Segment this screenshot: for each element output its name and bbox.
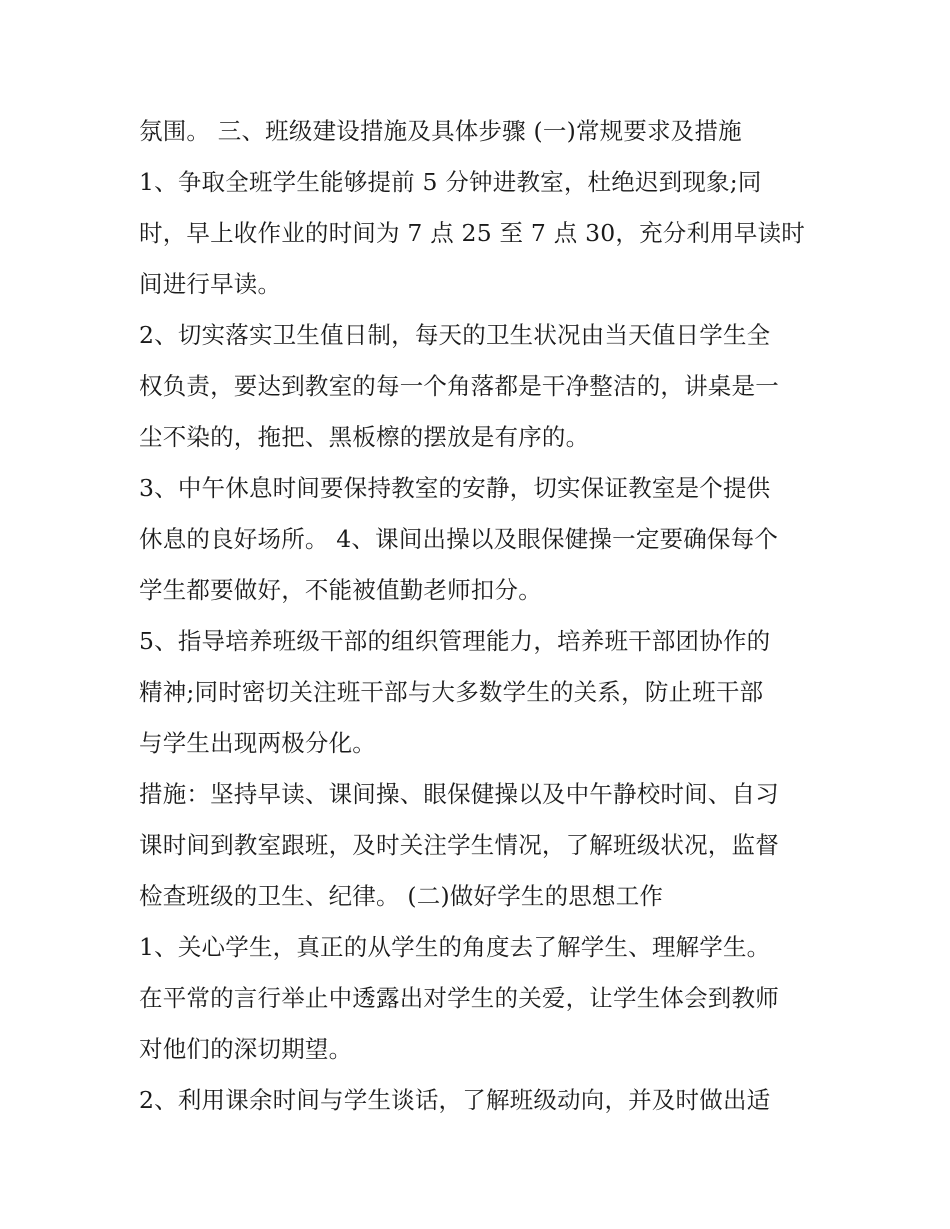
text-line: 2、切实落实卫生值日制，每天的卫生状况由当天值日学生全 — [139, 321, 771, 349]
text-line: 与学生出现两极分化。 — [139, 729, 376, 757]
text-line: 对他们的深切期望。 — [139, 1035, 353, 1063]
text-line: 1、争取全班学生能够提前 5 分钟进教室，杜绝迟到现象;同 — [139, 168, 762, 196]
text-line: 在平常的言行举止中透露出对学生的关爱，让学生体会到教师 — [139, 984, 779, 1012]
text-line: 5、指导培养班级干部的组织管理能力，培养班干部团协作的 — [139, 627, 771, 655]
text-line: 时，早上收作业的时间为 7 点 25 至 7 点 30，充分利用早读时 — [139, 219, 805, 247]
text-line: 1、关心学生，真正的从学生的角度去了解学生、理解学生。 — [139, 933, 771, 961]
text-line: 休息的良好场所。 4、课间出操以及眼保健操一定要确保每个 — [139, 525, 779, 553]
text-line: 3、中午休息时间要保持教室的安静，切实保证教室是个提供 — [139, 474, 771, 502]
text-line: 检查班级的卫生、纪律。 (二)做好学生的思想工作 — [139, 882, 664, 910]
document-body — [139, 106, 819, 1126]
text-line: 氛围。 三、班级建设措施及具体步骤 (一)常规要求及措施 — [139, 117, 742, 145]
text-line: 学生都要做好，不能被值勤老师扣分。 — [139, 576, 542, 604]
text-line: 课时间到教室跟班，及时关注学生情况，了解班级状况，监督 — [139, 831, 779, 859]
text-line: 尘不染的，拖把、黑板檫的摆放是有序的。 — [139, 423, 590, 451]
text-line: 2、利用课余时间与学生谈话，了解班级动向，并及时做出适 — [139, 1086, 771, 1114]
text-line: 间进行早读。 — [139, 270, 282, 298]
text-line: 精神;同时密切关注班干部与大多数学生的关系，防止班干部 — [139, 678, 764, 706]
text-line: 措施：坚持早读、课间操、眼保健操以及中午静校时间、自习 — [139, 780, 779, 808]
text-line: 权负责，要达到教室的每一个角落都是干净整洁的，讲桌是一 — [139, 372, 779, 400]
